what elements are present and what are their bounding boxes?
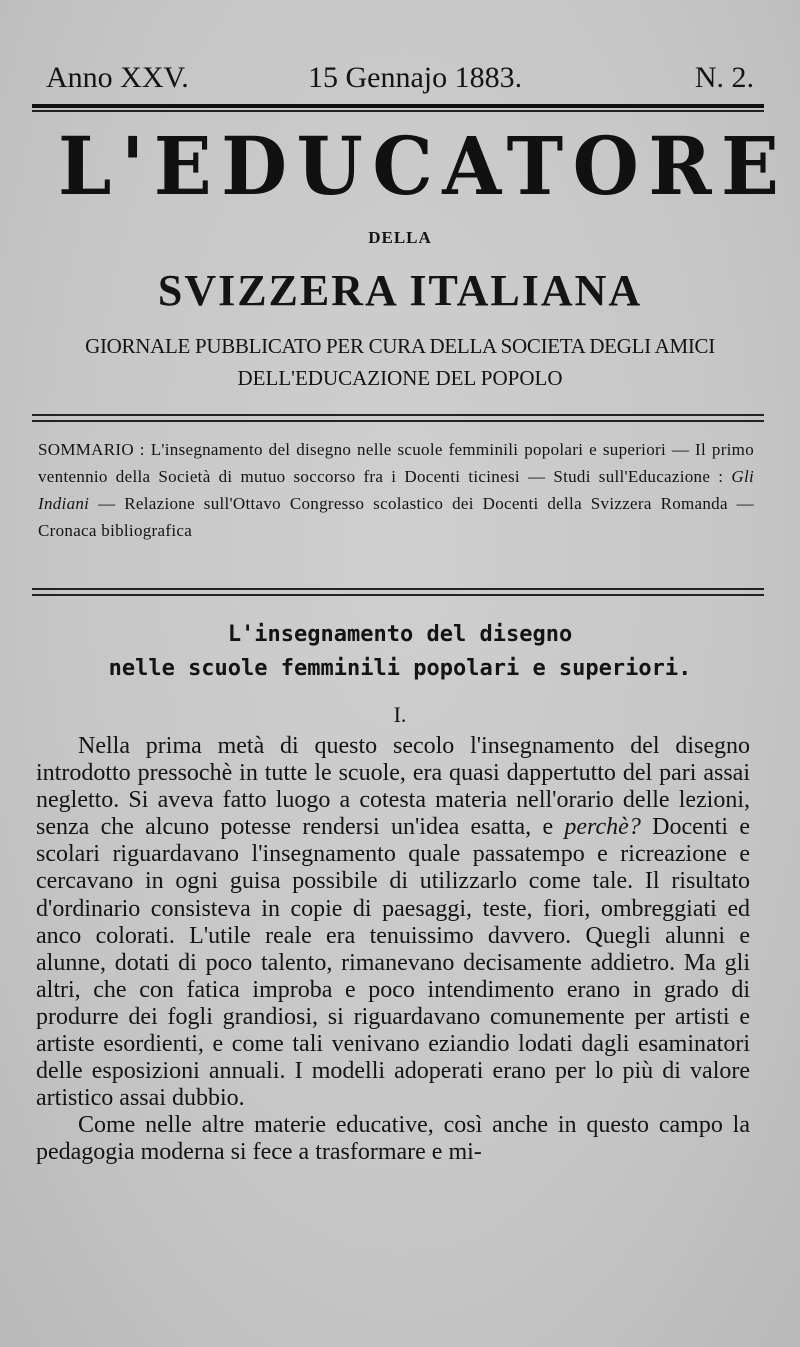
sommario-italic: Gli Indiani: [38, 467, 754, 513]
article-title-line-1: L'insegnamento del disegno: [227, 622, 573, 647]
article-title-line-2: nelle scuole femminili popolari e superiori.: [108, 656, 692, 681]
sommario-text: SOMMARIO : L'insegnamento del disegno nelle scuole femminili popolari e superiori — Il primo ventennio della Società di mutuo soccorso fra i Docenti ticinesi — Studi sull'Educazione : Gli Indiani — Relazione sull'Ottavo Congresso scolastico dei Docenti della Svizzera Romanda — Cronaca bibliografica: [38, 440, 755, 540]
article-paragraph-2: Come nelle altre materie educative, così anche in questo campo la pedagogia moderna si fece a trasformare e mi-: [36, 1112, 750, 1166]
sommario-part-b: — Relazione sull'Ottavo Congresso scolastico dei Docenti della Svizzera Romanda — Cronaca bibliografica: [38, 494, 754, 540]
sommario-rule-bottom-2: [32, 594, 764, 596]
sommario-block: [38, 436, 754, 544]
masthead-subtitle-2: DELL'EDUCAZIONE DEL POPOLO: [237, 366, 563, 390]
sommario-rule-top-2: [32, 420, 764, 422]
header-rule: [32, 104, 764, 108]
sommario-rule-top: [32, 414, 764, 416]
header-rule-thin: [32, 110, 764, 112]
p1-part-a: Nella prima metà di questo secolo l'insegnamento del disegno introdotto pressochè in tutte le scuole, era quasi dappertutto del pari assai negletto. Si aveva fatto luogo a cotesta materia nell'orario delle lezioni, senza che alcuno potesse rendersi un'idea esatta, e: [36, 733, 750, 841]
sommario-label: SOMMARIO: [38, 440, 134, 459]
masthead-region: SVIZZERA ITALIANA: [157, 266, 643, 315]
article-paragraph-1: [36, 733, 750, 1112]
masthead-della: DELLA: [368, 228, 432, 247]
article-body: [36, 733, 750, 1167]
masthead-subtitle-1: GIORNALE PUBBLICATO PER CURA DELLA SOCIETA DEGLI AMICI: [85, 334, 715, 358]
issue-number: N. 2.: [694, 61, 754, 94]
p1-italic: perchè?: [564, 814, 641, 841]
issue-year: Anno XXV.: [46, 61, 189, 94]
sommario-rule-bottom: [32, 588, 764, 590]
article-section-number: I.: [393, 702, 407, 727]
issue-date: 15 Gennajo 1883.: [308, 61, 523, 94]
masthead-title: L'EDUCATORE: [58, 119, 789, 213]
p1-part-b: Docenti e scolari riguardavano l'insegnamento quale passatempo e ricreazione e cercavano in ogni guisa possibile di utilizzarlo come tale. Il risultato d'ordinario consisteva in copie di paesaggi, teste, fiori, ombreggiati ed anco colorati. L'utile reale era tenuissimo davvero. Quegli alunni e alunne, dotati di poco talento, rimanevano decisamente addietro. Ma gli altri, che con fatica improba e poco intendimento erano in grado di produrre dei fogli grandiosi, si riguardavano comunemente per artisti e artiste esordienti, e come tali venivano eziandio lodati dagli esaminatori delle esposizioni annuali. I modelli adoperati erano per lo più di valore artistico assai dubbio.: [36, 814, 751, 1112]
issue-line: [46, 58, 754, 98]
sommario-part-a: L'insegnamento del disegno nelle scuole femminili popolari e superiori — Il primo ventennio della Società di mutuo soccorso fra i Docenti ticinesi — Studi sull'Educazione :: [38, 440, 755, 486]
